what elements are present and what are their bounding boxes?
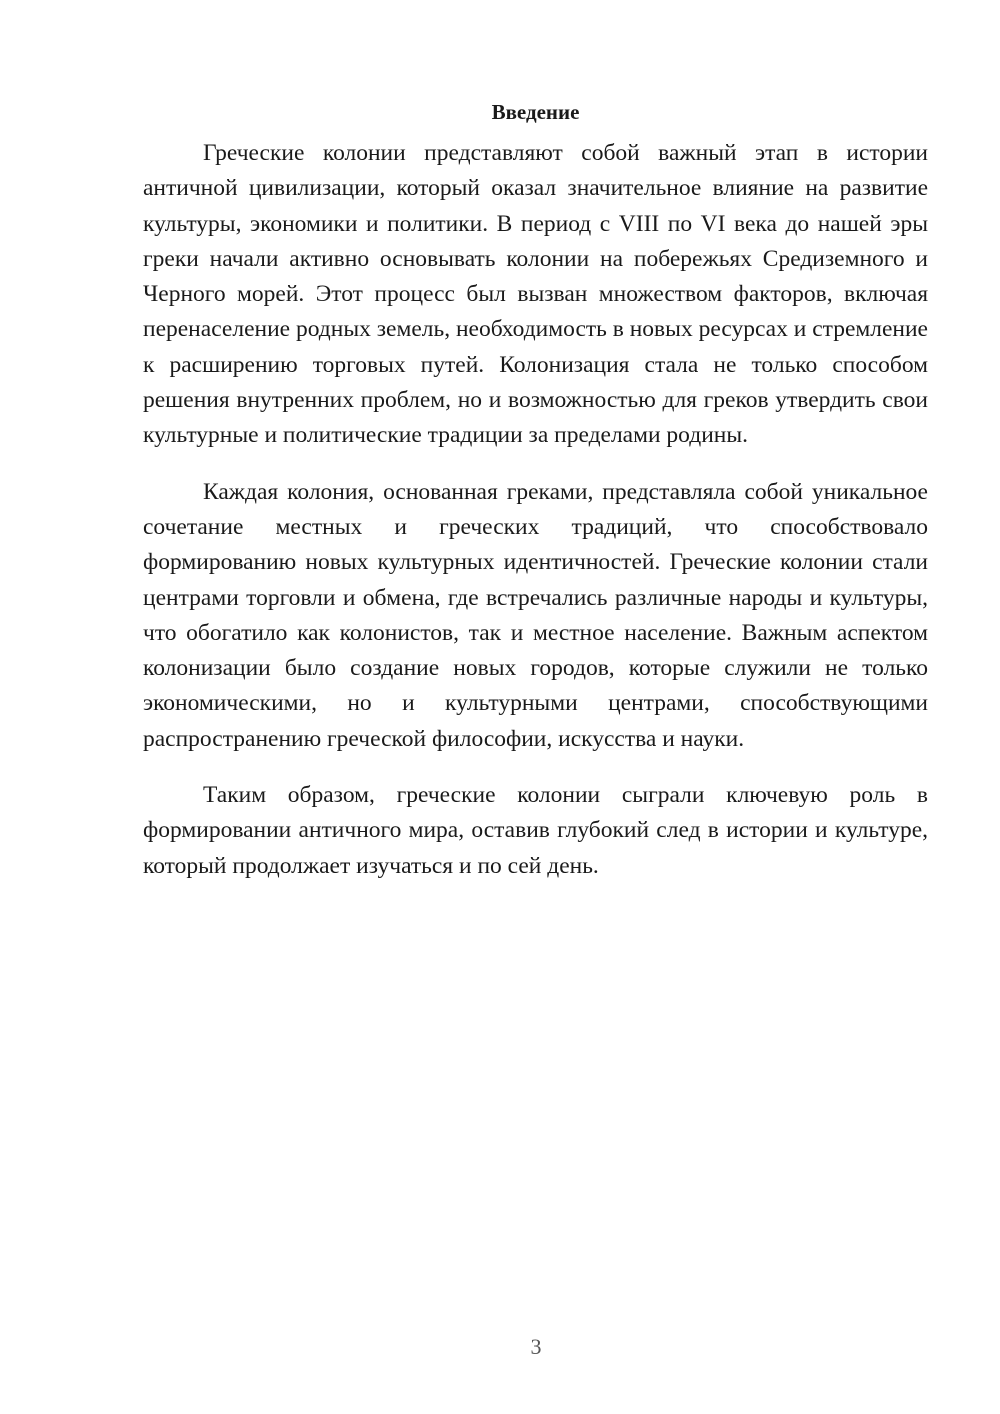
page-number: 3	[530, 1334, 542, 1359]
section-heading: Введение	[491, 100, 580, 124]
paragraph-2: Каждая колония, основанная греками, представляла собой уникальное сочетание местных и греческих традиций, что способствовало формированию новых культурных идентичностей. Греческие колонии стали центрами торговли и обмена, где встречались различные народы и культуры, что обогатило как колонистов, так и местное население. Важным аспектом колонизации было создание новых городов, которые служили не только экономическими, но и культурными центрами, способствующими распространению греческой философии, искусства и науки.	[143, 478, 928, 752]
paragraph-3: Таким образом, греческие колонии сыграли ключевую роль в формировании античного мира, оставив глубокий след в истории и культуре, который продолжает изучаться и по сей день.	[143, 782, 928, 879]
paragraph-1: Греческие колонии представляют собой важный этап в истории античной цивилизации, который оказал значительное влияние на развитие культуры, экономики и политики. В период с VIII по VI века до нашей эры греки начали активно основывать колонии на побережьях Средиземного и Черного морей. Этот процесс был вызван множеством факторов, включая перенаселение родных земель, необходимость в новых ресурсах и стремление к расширению торговых путей. Колонизация стала не только способом решения внутренних проблем, но и возможностью для греков утвердить свои культурные и политические традиции за пределами родины.	[143, 140, 928, 449]
page-content	[143, 98, 928, 905]
